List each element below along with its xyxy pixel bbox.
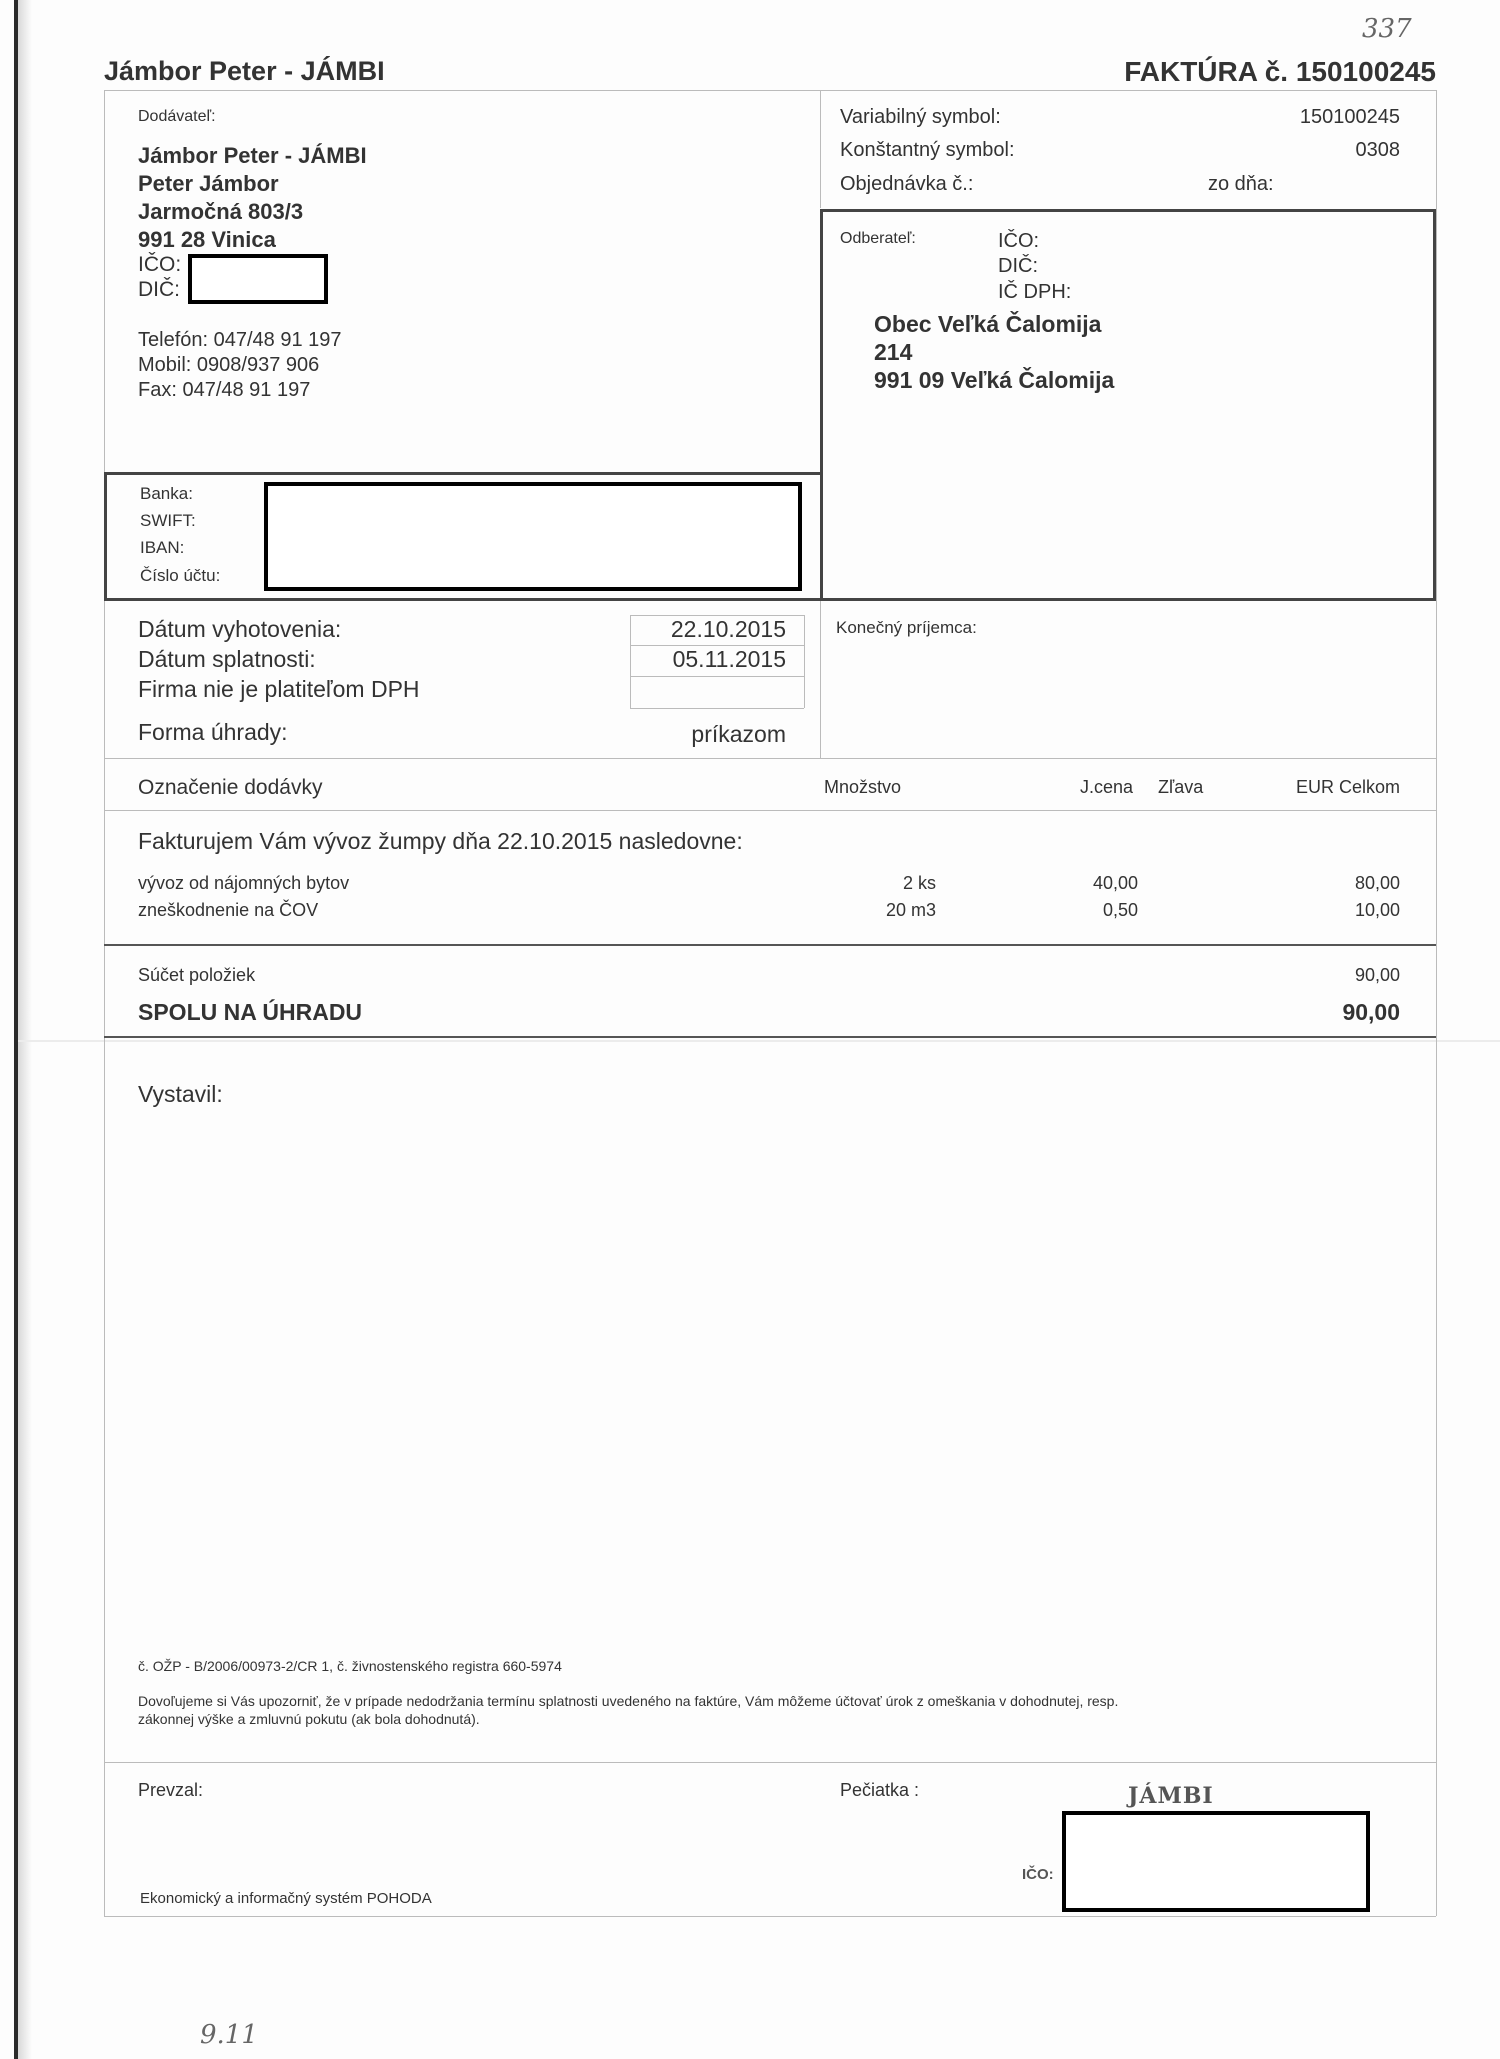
bank-label: Banka: [140, 484, 193, 503]
grand-total-value: 90,00 [1342, 999, 1400, 1025]
late-payment-notice-line1: Dovoľujeme si Vás upozorniť, že v prípade nedodržania termínu splatnosti uvedeného na faktúre, Vám môžeme účtovať úrok z omeškania v dohodnutej, resp. [138, 1693, 1119, 1709]
supplier-phone: Telefón: 047/48 91 197 [138, 329, 342, 351]
sum-value: 90,00 [1354, 965, 1400, 985]
customer-number: 214 [874, 339, 913, 365]
issue-date-label: Dátum vyhotovenia: [138, 616, 342, 642]
order-date-label: zo dňa: [1208, 173, 1274, 195]
invoice-number-title: FAKTÚRA č. 150100245 [1124, 56, 1436, 87]
supplier-dic-label: DIČ: [138, 278, 180, 301]
item-total: 80,00 [1354, 873, 1400, 893]
divider-symbols [820, 90, 821, 208]
item-quantity: 20 m3 [885, 900, 936, 920]
stamp-text: JÁMBI [1128, 1783, 1214, 1809]
stamp-label: Pečiatka : [840, 1780, 920, 1800]
customer-city: 991 09 Veľká Čalomija [874, 367, 1115, 393]
col-unit-price-header: J.cena [1080, 777, 1134, 797]
customer-label: Odberateľ: [840, 230, 916, 247]
company-title: Jámbor Peter - JÁMBI [104, 56, 385, 86]
account-label: Číslo účtu: [140, 566, 221, 585]
col-description-header: Označenie dodávky [138, 776, 323, 799]
final-recipient-label: Konečný príjemca: [836, 618, 977, 637]
totals-bottom-rule [104, 1036, 1436, 1038]
supplier-label: Dodávateľ: [138, 108, 216, 125]
redaction-stamp [1062, 1811, 1370, 1912]
item-quantity: 2 ks [902, 873, 936, 893]
payment-method-value: príkazom [691, 721, 786, 747]
supplier-name: Jámbor Peter - JÁMBI [138, 143, 367, 168]
frame-bottom [104, 1916, 1436, 1917]
software-note: Ekonomický a informačný systém POHODA [140, 1890, 432, 1907]
customer-icdph-label: IČ DPH: [998, 281, 1072, 303]
paper-fold [18, 1040, 1500, 1042]
header-rule [104, 90, 1436, 91]
item-total: 10,00 [1354, 900, 1400, 920]
received-by-label: Prevzal: [138, 1780, 204, 1800]
constant-symbol-label: Konštantný symbol: [840, 139, 1015, 161]
col-discount-header: Zľava [1158, 777, 1204, 797]
footer-rule [104, 1762, 1436, 1763]
customer-dic-label: DIČ: [998, 255, 1038, 277]
constant-symbol-value: 0308 [1355, 139, 1400, 161]
swift-label: SWIFT: [140, 511, 196, 530]
handwritten-initials: 9.11 [200, 2020, 258, 2050]
supplier-person: Peter Jámbor [138, 171, 279, 196]
variable-symbol-value: 150100245 [1299, 106, 1400, 128]
item-unit-price: 40,00 [1092, 873, 1138, 893]
due-date-value: 05.11.2015 [672, 646, 786, 672]
sum-label: Súčet položiek [138, 965, 256, 985]
grand-total-label: SPOLU NA ÚHRADU [138, 999, 363, 1025]
customer-name: Obec Veľká Čalomija [874, 311, 1102, 337]
stamp-ico-label: IČO: [1022, 1866, 1054, 1883]
date-cell-mid2 [630, 676, 804, 677]
customer-ico-label: IČO: [998, 230, 1040, 252]
late-payment-notice-line2: zákonnej výške a zmluvnú pokutu (ak bola dohodnutá). [138, 1711, 480, 1727]
issued-by-label: Vystavil: [138, 1081, 223, 1107]
items-intro: Fakturujem Vám vývoz žumpy dňa 22.10.2015 nasledovne: [138, 828, 743, 854]
supplier-street: Jarmočná 803/3 [138, 199, 304, 224]
item-description: vývoz od nájomných bytov [138, 873, 350, 893]
redaction-supplier-ids [188, 254, 328, 304]
customer-box [820, 209, 1436, 601]
supplier-mobile: Mobil: 0908/937 906 [138, 354, 320, 376]
due-date-label: Dátum splatnosti: [138, 646, 316, 672]
items-header-top-rule [104, 758, 1436, 759]
col-quantity-header: Množstvo [824, 777, 902, 797]
order-number-label: Objednávka č.: [840, 173, 974, 195]
frame-right [1436, 90, 1437, 1916]
redaction-bank-details [264, 482, 802, 591]
frame-left [104, 90, 105, 1916]
divider-dates [820, 600, 821, 758]
col-total-header: EUR Celkom [1295, 777, 1400, 797]
scan-shadow [18, 0, 32, 2059]
items-header-bottom-rule [104, 810, 1436, 811]
date-cell-right [804, 615, 805, 708]
supplier-city: 991 28 Vinica [138, 227, 276, 252]
payment-method-label: Forma úhrady: [138, 719, 288, 745]
handwritten-page-number: 337 [1362, 14, 1412, 44]
supplier-ico-label: IČO: [138, 253, 182, 276]
item-description: zneškodnenie na ČOV [138, 900, 319, 920]
supplier-fax: Fax: 047/48 91 197 [138, 379, 311, 401]
registry-note: č. OŽP - B/2006/00973-2/CR 1, č. živnostenského registra 660-5974 [138, 1658, 562, 1674]
date-cell-bottom [630, 708, 804, 709]
totals-top-rule [104, 944, 1436, 946]
vat-note: Firma nie je platiteľom DPH [138, 676, 420, 702]
date-cell-left [630, 615, 631, 708]
item-unit-price: 0,50 [1102, 900, 1138, 920]
issue-date-value: 22.10.2015 [670, 616, 786, 642]
iban-label: IBAN: [140, 538, 185, 557]
variable-symbol-label: Variabilný symbol: [840, 106, 1001, 128]
